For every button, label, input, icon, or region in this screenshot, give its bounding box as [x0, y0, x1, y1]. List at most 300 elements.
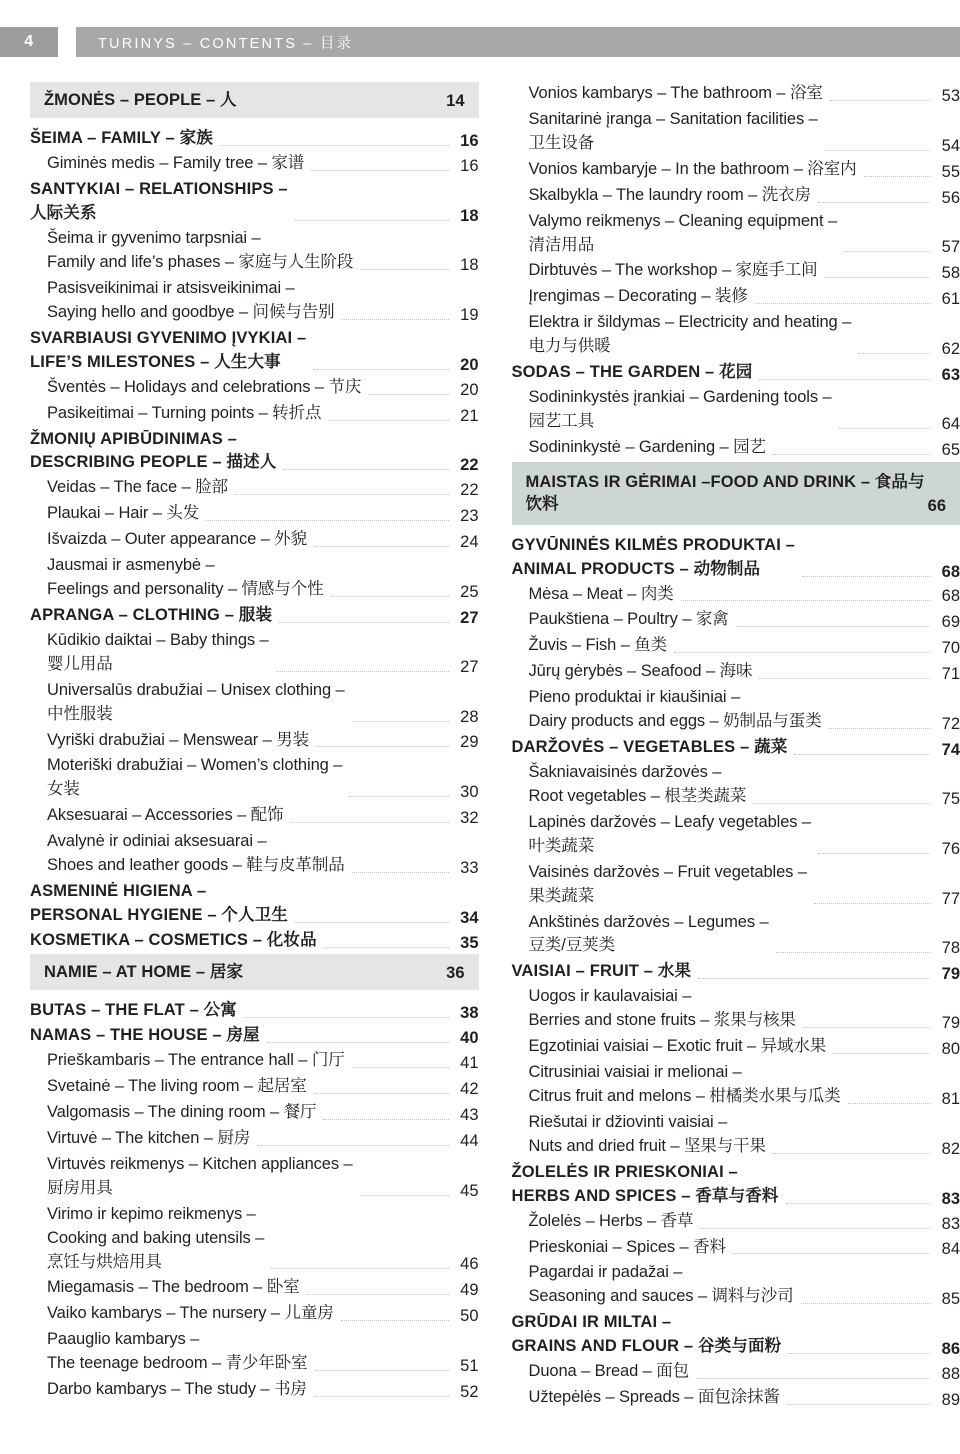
contents-entry-page-number: 83	[941, 1189, 960, 1208]
contents-entry-label	[47, 476, 228, 500]
contents-sub-entry[interactable]	[512, 1236, 960, 1260]
contents-entry-label	[47, 1153, 353, 1201]
dot-leader	[271, 1267, 448, 1269]
contents-entry-line: Giminės medis – Family tree – 家谱	[47, 154, 305, 173]
contents-entry-line: 果类蔬菜	[528, 886, 595, 905]
contents-entry-page-number: 54	[941, 136, 960, 155]
contents-entry-line: ŽMONIŲ APIBŪDINIMAS –	[30, 429, 237, 448]
contents-entry-label	[529, 184, 811, 208]
dot-leader	[786, 1202, 930, 1204]
contents-sub-entry[interactable]	[30, 804, 479, 828]
contents-entry-line: 园艺工具	[528, 411, 595, 430]
dot-leader	[352, 1066, 449, 1068]
contents-sub-entry[interactable]	[30, 554, 479, 602]
contents-entry-label	[529, 811, 812, 859]
contents-entry-page-number: 38	[460, 1004, 479, 1023]
contents-sub-entry[interactable]	[30, 1127, 479, 1151]
dot-leader	[825, 149, 930, 151]
contents-columns	[0, 82, 960, 1412]
contents-sub-entry[interactable]	[30, 1203, 479, 1275]
contents-entry-label	[512, 960, 692, 984]
contents-entry-page-number: 41	[460, 1054, 479, 1073]
dot-leader	[696, 1377, 930, 1379]
contents-entry-page-number: 51	[460, 1357, 479, 1376]
contents-entry-line: 电力与供暖	[528, 337, 611, 356]
contents-sub-entry[interactable]	[30, 754, 479, 802]
contents-entry-page-number: 76	[941, 839, 960, 858]
dot-leader	[858, 352, 930, 354]
contents-entry-line: DESCRIBING PEOPLE – 描述人	[30, 453, 277, 472]
contents-sub-entry[interactable]	[30, 1101, 479, 1125]
contents-sub-entry[interactable]	[512, 158, 960, 182]
header-title-bar	[76, 27, 960, 57]
contents-entry-line: APRANGA – CLOTHING – 服装	[30, 605, 273, 624]
contents-entry-line: KOSMETIKA – COSMETICS – 化妆品	[30, 930, 317, 949]
contents-entry-page-number: 52	[460, 1383, 479, 1402]
contents-entry-line: Shoes and leather goods – 鞋与皮革制品	[47, 856, 345, 875]
contents-entry-line: Išvaizda – Outer appearance – 外貌	[47, 530, 308, 549]
contents-entry-page-number: 16	[460, 157, 479, 176]
contents-entry-label	[47, 629, 269, 677]
contents-entry-page-number: 79	[941, 1014, 960, 1033]
contents-section-entry[interactable]	[30, 127, 479, 151]
contents-entry-page-number: 49	[460, 1281, 479, 1300]
contents-entry-page-number: 19	[460, 305, 479, 324]
contents-entry-label	[47, 1049, 345, 1073]
dot-leader	[314, 1092, 449, 1094]
contents-sub-entry[interactable]	[30, 830, 479, 878]
dot-leader	[788, 1352, 930, 1354]
contents-sub-entry[interactable]	[30, 1276, 479, 1300]
contents-entry-line: Egzotiniai vaisiai – Exotic fruit – 异域水果	[528, 1037, 827, 1056]
contents-entry-label	[529, 311, 852, 359]
contents-entry-page-number: 84	[941, 1240, 960, 1259]
dot-leader	[324, 946, 449, 948]
contents-sub-entry[interactable]	[512, 285, 960, 309]
contents-entry-page-number: 18	[460, 255, 479, 274]
contents-entry-line: Skalbykla – The laundry room – 洗衣房	[528, 185, 811, 204]
contents-sub-entry[interactable]	[512, 1111, 960, 1159]
contents-entry-label	[30, 1024, 260, 1048]
contents-entry-line: Avalynė ir odiniai aksesuarai –	[47, 832, 267, 851]
contents-entry-page-number: 22	[460, 456, 479, 475]
dot-leader	[698, 977, 930, 979]
contents-entry-label	[529, 1360, 690, 1384]
dot-leader	[283, 468, 448, 470]
contents-entry-line: Dairy products and eggs – 奶制品与蛋类	[528, 712, 822, 731]
contents-entry-line: NAMAS – THE HOUSE – 房屋	[30, 1026, 260, 1045]
contents-sub-entry[interactable]	[512, 184, 960, 208]
contents-section-entry[interactable]	[30, 327, 479, 375]
contents-entry-line: Lapinės daržovės – Leafy vegetables –	[528, 812, 811, 831]
dot-leader	[314, 545, 448, 547]
contents-entry-line: Valgomasis – The dining room – 餐厅	[47, 1102, 317, 1121]
contents-sub-entry[interactable]	[512, 911, 960, 959]
contents-entry-page-number: 27	[460, 657, 479, 676]
contents-entry-line: Nuts and dried fruit – 坚果与干果	[528, 1136, 766, 1155]
contents-section-entry[interactable]	[30, 178, 479, 226]
dot-leader	[773, 453, 930, 455]
contents-sub-entry[interactable]	[512, 1261, 960, 1309]
contents-entry-label	[529, 1111, 766, 1159]
contents-entry-line: Family and life’s phases – 家庭与人生阶段	[47, 253, 354, 272]
part-banner-title	[526, 471, 928, 516]
contents-entry-label	[529, 911, 769, 959]
contents-entry-page-number: 69	[941, 613, 960, 632]
contents-sub-entry[interactable]	[30, 277, 479, 325]
contents-entry-line: ANIMAL PRODUCTS – 动物制品	[511, 559, 761, 578]
contents-entry-line: Root vegetables – 根茎类蔬菜	[528, 786, 747, 805]
contents-sub-entry[interactable]	[30, 502, 479, 526]
contents-column-right	[512, 82, 960, 1412]
contents-entry-page-number: 46	[460, 1255, 479, 1274]
contents-entry-label	[47, 804, 283, 828]
contents-entry-page-number: 22	[460, 481, 479, 500]
contents-entry-line: Žuvis – Fish – 鱼类	[528, 636, 668, 655]
contents-entry-page-number: 81	[941, 1089, 960, 1108]
contents-entry-page-number: 58	[941, 264, 960, 283]
contents-sub-entry[interactable]	[512, 1210, 960, 1234]
dot-leader	[776, 951, 930, 953]
contents-sub-entry[interactable]	[512, 583, 960, 607]
contents-entry-line: Žolelės – Herbs – 香草	[528, 1211, 694, 1230]
contents-entry-page-number: 50	[460, 1307, 479, 1326]
contents-entry-page-number: 16	[460, 132, 479, 151]
contents-entry-label	[47, 502, 199, 526]
contents-entry-line: PERSONAL HYGIENE – 个人卫生	[30, 906, 289, 925]
dot-leader	[864, 175, 931, 177]
dot-leader	[244, 1016, 449, 1018]
contents-entry-label	[529, 386, 832, 434]
contents-entry-label	[512, 736, 788, 760]
contents-entry-line: Universalūs drabužiai – Unisex clothing –	[47, 680, 345, 699]
contents-entry-label	[30, 327, 306, 375]
contents-entry-line: Įrengimas – Decorating – 装修	[528, 287, 748, 306]
contents-section-entry[interactable]	[512, 1311, 960, 1359]
contents-section-entry[interactable]	[512, 1161, 960, 1209]
contents-entry-line: GYVŪNINĖS KILMĖS PRODUKTAI –	[511, 535, 796, 554]
contents-sub-entry[interactable]	[30, 152, 479, 176]
page-number-value: 4	[24, 33, 34, 50]
dot-leader	[290, 821, 448, 823]
contents-sub-entry[interactable]	[30, 528, 479, 552]
contents-sub-entry[interactable]	[512, 436, 960, 460]
contents-title: TURINYS – CONTENTS – 目录	[98, 35, 354, 52]
contents-entry-label	[529, 761, 747, 809]
contents-entry-label	[47, 277, 335, 325]
contents-entry-line: ŽOLELĖS IR PRIESKONIAI –	[511, 1162, 738, 1181]
contents-entry-page-number: 75	[941, 789, 960, 808]
contents-entry-line: DARŽOVĖS – VEGETABLES – 蔬菜	[511, 738, 788, 757]
dot-leader	[755, 302, 930, 304]
contents-entry-line: Seasoning and sauces – 调料与沙司	[528, 1287, 794, 1306]
contents-entry-page-number: 77	[941, 889, 960, 908]
contents-entry-page-number: 80	[941, 1040, 960, 1059]
contents-entry-label	[47, 1101, 316, 1125]
contents-entry-page-number: 25	[460, 582, 479, 601]
dot-leader	[307, 1293, 449, 1295]
contents-sub-entry[interactable]	[512, 386, 960, 434]
contents-entry-line: Aksesuarai – Accessories – 配饰	[47, 806, 284, 825]
contents-sub-entry[interactable]	[30, 629, 479, 677]
contents-sub-entry[interactable]	[30, 1075, 479, 1099]
contents-entry-label	[529, 608, 729, 632]
contents-entry-label	[47, 528, 307, 552]
contents-entry-line: BUTAS – THE FLAT – 公寓	[30, 1001, 237, 1020]
dot-leader	[787, 1403, 930, 1405]
dot-leader	[352, 720, 449, 722]
contents-entry-line: Šeima ir gyvenimo tarpsniai –	[47, 229, 261, 248]
contents-entry-label	[30, 428, 276, 476]
contents-entry-line: Valymo reikmenys – Cleaning equipment –	[528, 211, 838, 230]
contents-entry-line: Vonios kambarys – The bathroom – 浴室	[528, 84, 823, 102]
dot-leader	[315, 1369, 449, 1371]
contents-section-entry[interactable]	[30, 880, 479, 928]
contents-entry-page-number: 35	[460, 933, 479, 952]
contents-sub-entry[interactable]	[30, 376, 479, 400]
contents-entry-line: Cooking and baking utensils –	[47, 1228, 265, 1247]
contents-entry-page-number: 82	[941, 1139, 960, 1158]
contents-sub-entry[interactable]	[512, 985, 960, 1033]
contents-column-left	[30, 82, 479, 1412]
contents-section-entry[interactable]	[512, 361, 960, 385]
contents-entry-line: Sanitarinė įranga – Sanitation facilities –	[528, 109, 818, 128]
contents-entry-line: Plaukai – Hair – 头发	[47, 504, 200, 523]
contents-entry-line: Duona – Bread – 面包	[528, 1362, 690, 1381]
contents-section-entry[interactable]	[30, 1024, 479, 1048]
contents-entry-page-number: 43	[460, 1105, 479, 1124]
contents-sub-entry[interactable]	[30, 1328, 479, 1376]
contents-entry-line: 中性服装	[47, 704, 113, 723]
part-banner	[30, 82, 479, 118]
contents-entry-page-number: 86	[941, 1340, 960, 1359]
part-banner-line: FOOD AND DRINK – 食品与饮料	[525, 472, 925, 514]
contents-entry-label	[47, 679, 345, 727]
contents-sub-entry[interactable]	[512, 686, 960, 734]
contents-entry-page-number: 20	[460, 355, 479, 374]
part-banner-line: ŽMONĖS – PEOPLE – 人	[44, 91, 237, 109]
contents-sub-entry[interactable]	[512, 82, 960, 106]
contents-entry-page-number: 88	[941, 1365, 960, 1384]
dot-leader	[311, 169, 448, 171]
contents-sub-entry[interactable]	[512, 210, 960, 258]
contents-entry-line: Virtuvės reikmenys – Kitchen appliances –	[47, 1154, 353, 1173]
contents-entry-label	[47, 1378, 307, 1402]
dot-leader	[295, 921, 448, 923]
contents-sub-entry[interactable]	[30, 1153, 479, 1201]
contents-entry-line: Ankštinės daržovės – Legumes –	[528, 912, 769, 931]
contents-entry-page-number: 70	[941, 639, 960, 658]
contents-sub-entry[interactable]	[30, 679, 479, 727]
contents-entry-line: GRAINS AND FLOUR – 谷类与面粉	[511, 1337, 782, 1356]
contents-section-entry[interactable]	[512, 534, 960, 582]
contents-entry-page-number: 28	[460, 707, 479, 726]
contents-entry-line: Riešutai ir džiovinti vaisiai –	[528, 1112, 728, 1131]
contents-entry-line: 豆类/豆荚类	[528, 936, 615, 955]
contents-entry-label	[47, 376, 361, 400]
contents-entry-line: 卫生设备	[528, 133, 595, 152]
contents-entry-line: Miegamasis – The bedroom – 卧室	[47, 1278, 300, 1297]
contents-entry-label	[529, 285, 748, 309]
part-banner-page-number: 36	[446, 964, 465, 983]
contents-sub-entry[interactable]	[512, 634, 960, 658]
contents-entry-page-number: 18	[460, 207, 479, 226]
part-banner-line: NAMIE – AT HOME – 居家	[44, 962, 244, 981]
dot-leader	[818, 201, 930, 203]
contents-sub-entry[interactable]	[512, 1386, 960, 1410]
contents-sub-entry[interactable]	[512, 1360, 960, 1384]
dot-leader	[753, 802, 930, 804]
contents-entry-line: VAISIAI – FRUIT – 水果	[511, 962, 692, 981]
dot-leader	[328, 419, 448, 421]
contents-entry-label	[47, 1203, 264, 1275]
contents-entry-label	[529, 436, 766, 460]
contents-sub-entry[interactable]	[512, 861, 960, 909]
contents-entry-line: Prieškambaris – The entrance hall – 门厅	[47, 1051, 345, 1070]
contents-entry-page-number: 64	[941, 414, 960, 433]
contents-entry-label	[529, 82, 823, 106]
contents-entry-line: Dirbtuvės – The workshop – 家庭手工间	[528, 261, 818, 280]
contents-sub-entry[interactable]	[512, 608, 960, 632]
contents-sub-entry[interactable]	[512, 761, 960, 809]
dot-leader	[773, 1152, 930, 1154]
contents-entry-page-number: 45	[460, 1181, 479, 1200]
contents-entry-page-number: 21	[460, 406, 479, 425]
contents-entry-line: Vaisinės daržovės – Fruit vegetables –	[528, 862, 807, 881]
contents-entry-label	[47, 754, 342, 802]
contents-entry-line: ŠEIMA – FAMILY – 家族	[30, 129, 213, 148]
contents-entry-label	[47, 152, 304, 176]
dot-leader	[323, 1118, 448, 1120]
contents-sub-entry[interactable]	[512, 1035, 960, 1059]
contents-entry-page-number: 20	[460, 380, 479, 399]
contents-entry-line: Šakniavaisinės daržovės –	[528, 763, 722, 781]
contents-entry-label	[30, 178, 288, 226]
contents-sub-entry[interactable]	[30, 476, 479, 500]
contents-entry-page-number: 34	[460, 908, 479, 927]
contents-entry-line: Moteriški drabužiai – Women’s clothing –	[47, 756, 343, 775]
dot-leader	[814, 902, 930, 904]
dot-leader	[349, 795, 448, 797]
contents-sub-entry[interactable]	[512, 311, 960, 359]
contents-entry-line: Darbo kambarys – The study – 书房	[47, 1380, 307, 1399]
contents-entry-line: Mėsa – Meat – 肉类	[528, 584, 674, 603]
contents-sub-entry[interactable]	[512, 811, 960, 859]
contents-entry-page-number: 71	[941, 665, 960, 684]
part-banner-page-number: 66	[927, 496, 946, 515]
contents-entry-label	[30, 127, 213, 151]
contents-entry-label	[47, 729, 309, 753]
contents-sub-entry[interactable]	[30, 227, 479, 275]
contents-entry-line: 女装	[47, 780, 80, 799]
part-banner	[512, 462, 960, 525]
contents-entry-line: 厨房用具	[47, 1178, 113, 1197]
contents-entry-page-number: 44	[460, 1131, 479, 1150]
contents-sub-entry[interactable]	[30, 402, 479, 426]
contents-entry-label	[529, 158, 857, 182]
contents-sub-entry[interactable]	[30, 1302, 479, 1326]
dot-leader	[360, 1194, 449, 1196]
contents-section-entry[interactable]	[30, 999, 479, 1023]
contents-sub-entry[interactable]	[512, 1061, 960, 1109]
contents-entry-line: Citrus fruit and melons – 柑橘类水果与瓜类	[528, 1086, 841, 1105]
contents-section-entry[interactable]	[512, 960, 960, 984]
contents-entry-line: Veidas – The face – 脸部	[47, 478, 228, 497]
contents-entry-page-number: 89	[941, 1390, 960, 1409]
dot-leader	[700, 1227, 930, 1229]
contents-sub-entry[interactable]	[512, 259, 960, 283]
contents-section-entry[interactable]	[30, 604, 479, 628]
contents-entry-label	[30, 604, 272, 628]
contents-entry-label	[529, 985, 796, 1033]
contents-entry-line: Citrusiniai vaisiai ir melionai –	[528, 1063, 742, 1082]
contents-entry-page-number: 68	[941, 562, 960, 581]
contents-entry-label	[47, 227, 353, 275]
contents-entry-line: Pasikeitimai – Turning points – 转折点	[47, 403, 322, 422]
contents-entry-line: SVARBIAUSI GYVENIMO ĮVYKIAI –	[30, 328, 307, 347]
contents-entry-page-number: 24	[460, 533, 479, 552]
dot-leader	[759, 378, 930, 380]
contents-entry-line: 婴儿用品	[47, 654, 113, 673]
contents-entry-line: Sodininkystė – Gardening – 园艺	[528, 437, 766, 456]
contents-entry-line: SANTYKIAI – RELATIONSHIPS –	[30, 180, 288, 199]
contents-section-entry[interactable]	[30, 929, 479, 953]
contents-section-entry[interactable]	[30, 428, 479, 476]
contents-entry-page-number: 74	[941, 741, 960, 759]
contents-entry-label	[30, 880, 288, 928]
contents-entry-page-number: 32	[460, 809, 479, 828]
contents-entry-line: Jūrų gėrybės – Seafood – 海味	[528, 662, 753, 681]
dot-leader	[848, 1102, 930, 1104]
contents-sub-entry[interactable]	[30, 1378, 479, 1402]
contents-sub-entry[interactable]	[512, 108, 960, 156]
contents-entry-page-number: 65	[941, 440, 960, 459]
dot-leader	[801, 1302, 930, 1304]
contents-entry-line: GRŪDAI IR MILTAI –	[511, 1313, 672, 1332]
dot-leader	[839, 427, 930, 429]
contents-entry-label	[47, 1127, 250, 1151]
contents-sub-entry[interactable]	[30, 729, 479, 753]
contents-entry-page-number: 33	[460, 859, 479, 878]
dot-leader	[674, 651, 930, 653]
contents-entry-line: Pieno produktai ir kiaušiniai –	[528, 688, 741, 707]
dot-leader	[830, 99, 930, 101]
dot-leader	[295, 219, 449, 221]
dot-leader	[360, 268, 448, 270]
contents-entry-label	[512, 361, 753, 385]
dot-leader	[206, 519, 448, 521]
contents-entry-page-number: 29	[460, 733, 479, 752]
contents-section-entry[interactable]	[512, 736, 960, 760]
contents-entry-label	[47, 1276, 300, 1300]
contents-entry-page-number: 30	[460, 783, 479, 802]
contents-entry-label	[529, 259, 818, 283]
contents-sub-entry[interactable]	[30, 1049, 479, 1073]
contents-entry-label	[512, 1311, 782, 1359]
contents-entry-line: Vaiko kambarys – The nursery – 儿童房	[47, 1304, 334, 1323]
contents-entry-line: 烹饪与烘焙用具	[47, 1252, 162, 1271]
contents-entry-line: SODAS – THE GARDEN – 花园	[511, 363, 753, 382]
contents-sub-entry[interactable]	[512, 660, 960, 684]
contents-entry-page-number: 23	[460, 507, 479, 526]
contents-entry-page-number: 78	[941, 939, 960, 958]
dot-leader	[314, 1395, 449, 1397]
contents-entry-line: 叶类蔬菜	[528, 836, 595, 855]
part-banner-title	[44, 89, 237, 111]
contents-entry-line: Pasisveikinimai ir atsisveikinimai –	[47, 278, 295, 297]
dot-leader	[733, 1252, 930, 1254]
contents-entry-label	[529, 1061, 841, 1109]
